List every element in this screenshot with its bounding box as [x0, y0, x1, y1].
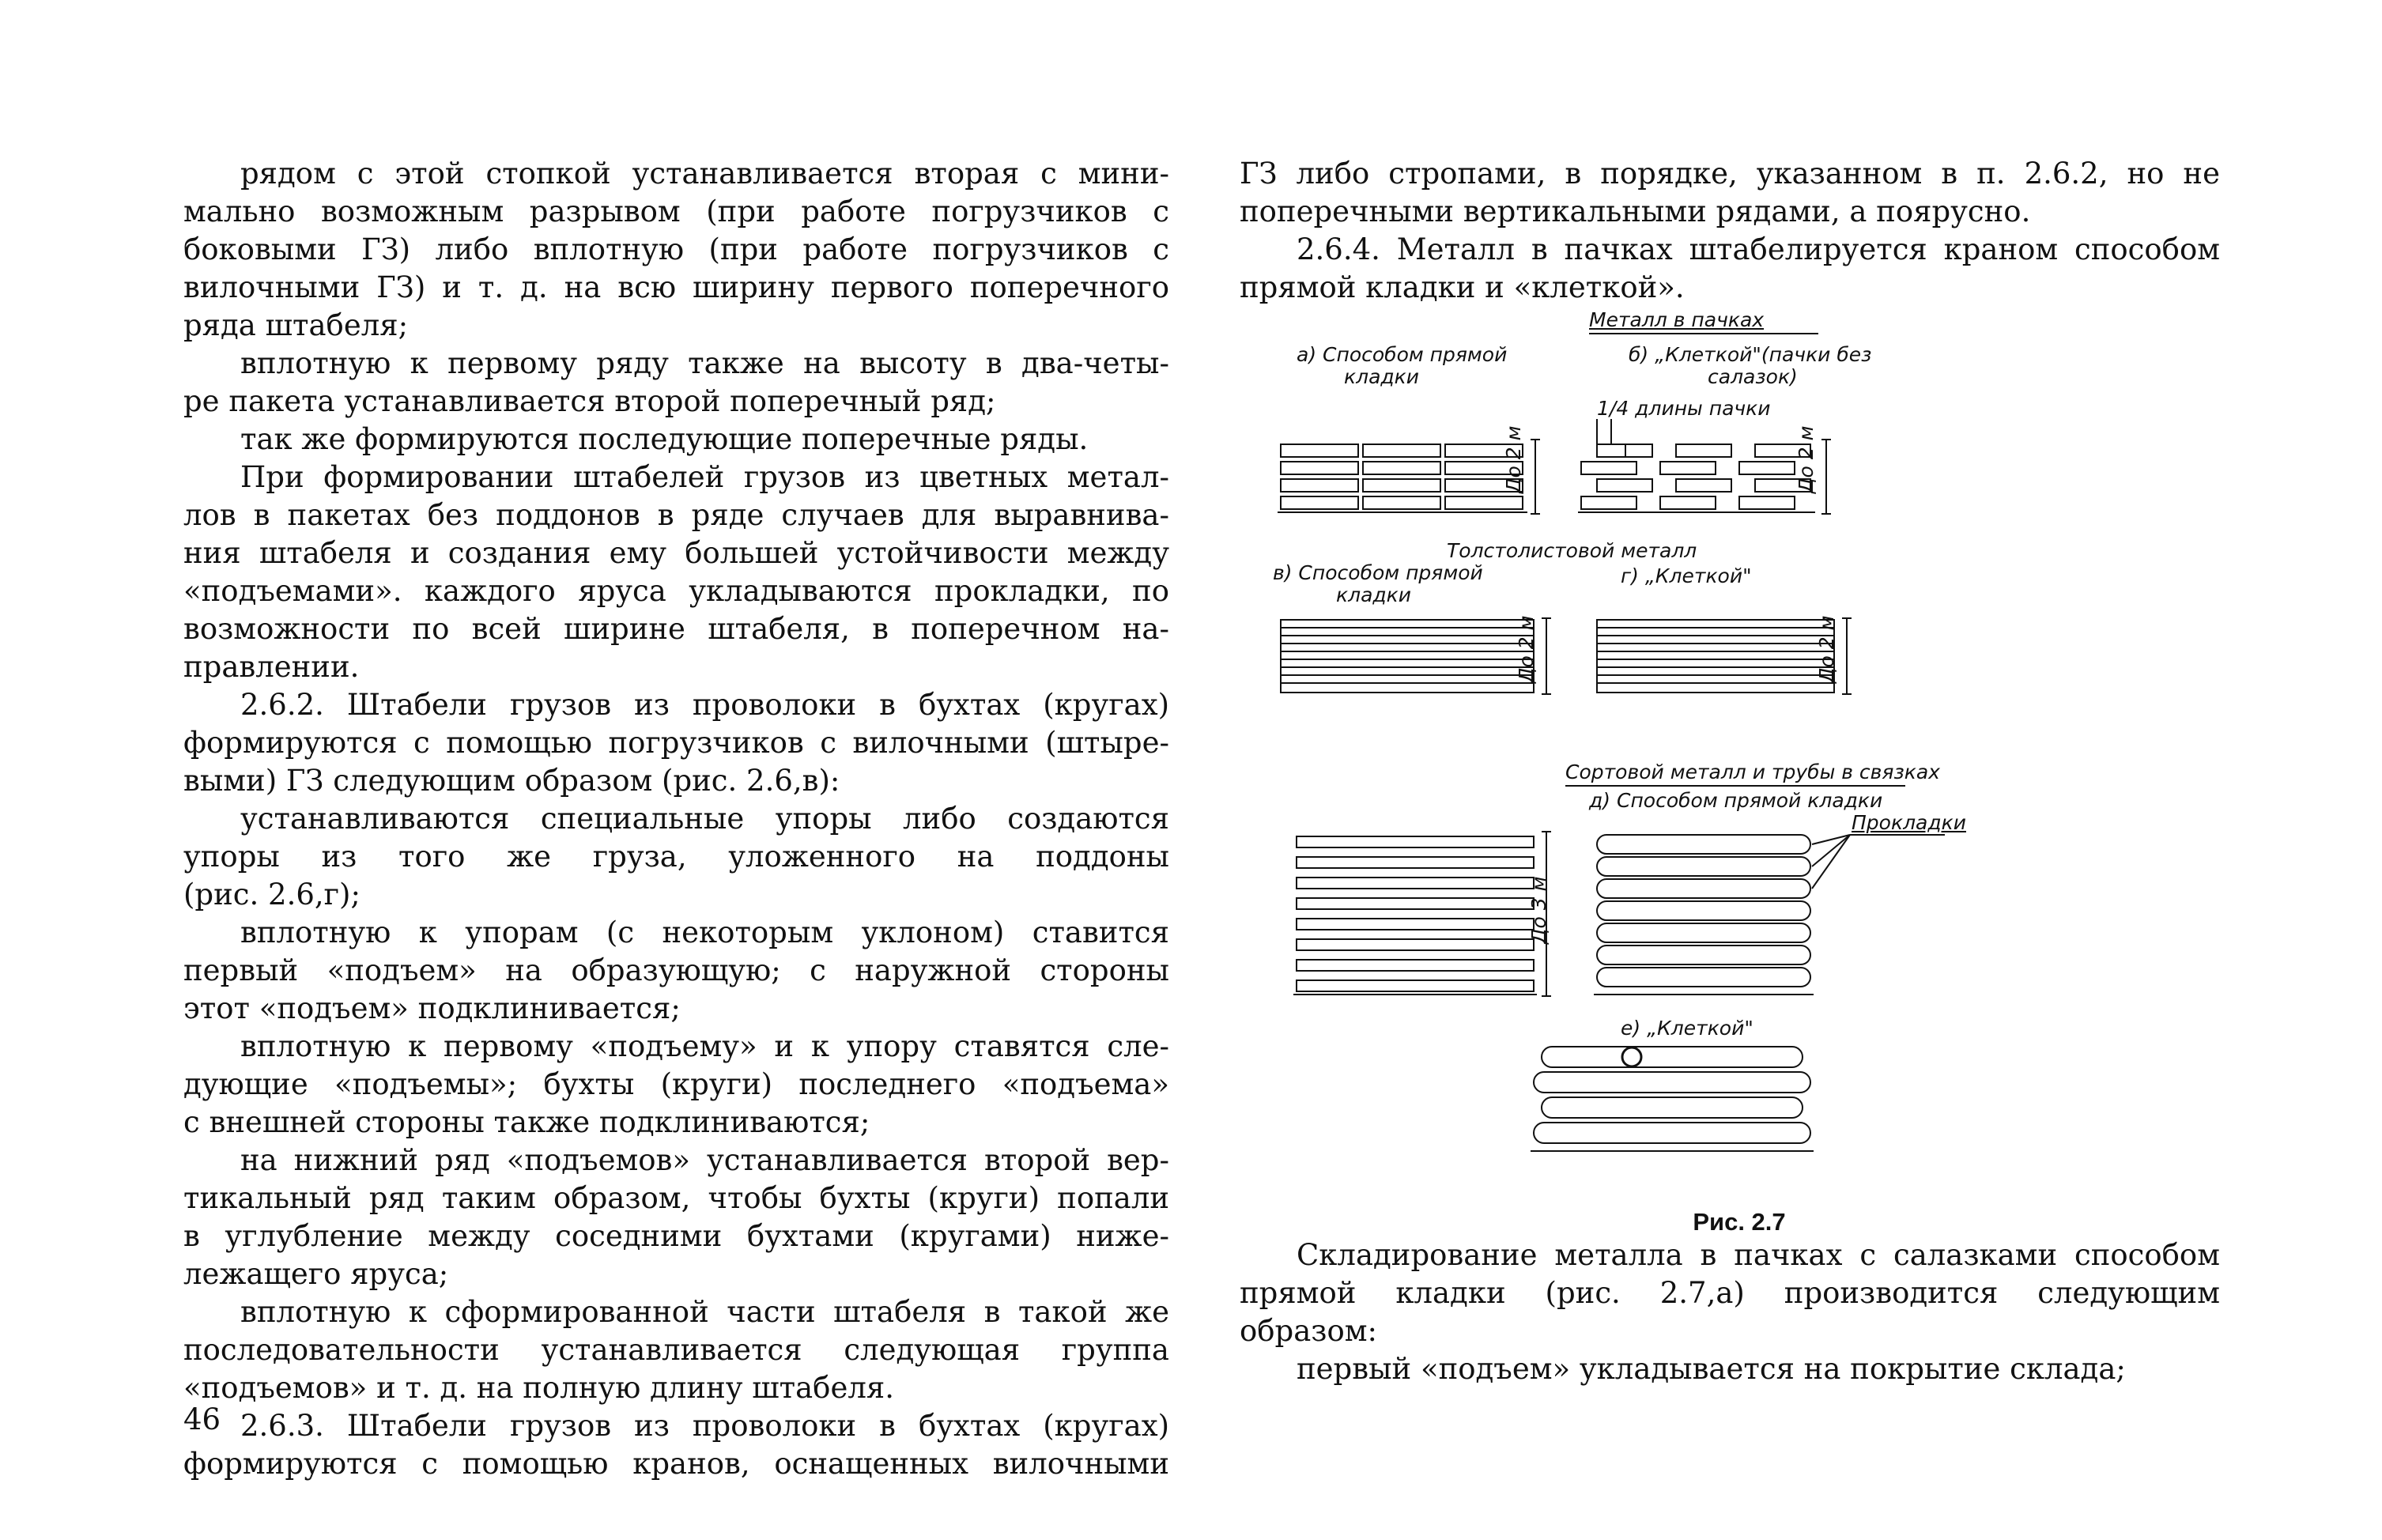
text-line: формируются с помощью погрузчиков с вилочными (штыре- [183, 726, 1169, 760]
text-line: прямой кладки (рис. 2.7,а) производится следующим [1240, 1276, 2220, 1310]
text-line: поперечными вертикальными рядами, а поярусно. [1240, 194, 2031, 228]
right-text-column-bottom [1240, 1236, 2220, 1388]
fig-label-e: е) „Клеткой" [1621, 1017, 1753, 1040]
fig-label-b2: салазок) [1708, 365, 1798, 388]
text-line: последовательности устанавливается следующая группа [183, 1333, 1169, 1367]
text-line: рядом с этой стопкой устанавливается вторая с мини- [240, 157, 1169, 191]
text-line: 2.6.2. Штабели грузов из проволоки в бухтах (кругах) [240, 688, 1169, 722]
text-line: лежащего яруса; [183, 1257, 449, 1291]
text-line: образом: [1240, 1314, 1377, 1348]
fig-label-d: д) Способом прямой кладки [1589, 789, 1883, 812]
text-line: тикальный ряд таким образом, чтобы бухты (круги) попали [183, 1181, 1169, 1215]
figure-drawing [1249, 304, 2229, 1213]
text-line: ряда штабеля; [183, 308, 409, 342]
fig-title-plates: Толстолистовой металл [1447, 539, 1697, 562]
text-line: ре пакета устанавливается второй поперечный ряд; [183, 384, 996, 418]
text-line: дующие «подъемы»; бухты (круги) последнего «подъема» [183, 1067, 1169, 1101]
text-line: в углубление между соседними бухтами (кругами) ниже- [183, 1219, 1169, 1253]
text-line: первый «подъем» укладывается на покрытие склада; [1297, 1352, 2126, 1386]
text-line: При формировании штабелей грузов из цветных метал- [240, 460, 1169, 494]
fig-title-sections: Сортовой металл и трубы в связках [1565, 761, 1940, 783]
text-line: выми) ГЗ следующим образом (рис. 2.6,в): [183, 764, 840, 798]
drawing-d-bundles [1293, 832, 1551, 996]
page-number: 46 [183, 1402, 221, 1436]
text-line: устанавливаются специальные упоры либо создаются [240, 802, 1169, 836]
text-line: мально возможным разрывом (при работе погрузчиков с [183, 194, 1169, 228]
left-text-column [183, 155, 1169, 1483]
figure-2-7 [1249, 304, 2229, 1236]
text-line: вплотную к упорам (с некоторым уклоном) ставится [240, 915, 1169, 949]
right-text-column-top [1240, 155, 2220, 307]
text-line: возможности по всей ширине штабеля, в поперечном на- [183, 612, 1169, 646]
text-line: (рис. 2.6,г); [183, 878, 361, 912]
text-line: упоры из того же груза, уложенного на поддоны [183, 840, 1169, 874]
fig-label-v: в) Способом прямой [1273, 561, 1483, 584]
fig-dim-2m-a: До 2 м [1502, 425, 1525, 493]
text-line: так же формируются последующие поперечные ряды. [240, 422, 1089, 456]
fig-label-g: г) „Клеткой" [1621, 564, 1752, 587]
text-line: ГЗ либо стропами, в порядке, указанном в п. 2.6.2, но не [1240, 157, 2220, 191]
text-line: «подъемами». каждого яруса укладываются прокладки, по [183, 574, 1169, 608]
text-line: на нижний ряд «подъемов» устанавливается второй вер- [240, 1143, 1169, 1177]
drawing-a-packs [1278, 440, 1540, 514]
fig-dim-3m: До 3 м [1527, 876, 1550, 944]
text-line: 2.6.3. Штабели грузов из проволоки в бухтах (кругах) [240, 1409, 1169, 1443]
text-line: с внешней стороны также подклиниваются; [183, 1105, 870, 1139]
fig-dim-2m-g: До 2 м [1815, 615, 1838, 683]
fig-label-b: б) „Клеткой"(пачки без [1629, 343, 1872, 366]
fig-title-packs: Металл в пачках [1589, 308, 1765, 331]
drawing-d-pipes [1594, 835, 1945, 995]
fig-dim-2m-b: До 2 м [1795, 425, 1818, 493]
fig-label-prokladki: Прокладки [1852, 811, 1966, 834]
text-line: формируются с помощью кранов, оснащенных вилочными [183, 1447, 1169, 1481]
text-line: вплотную к первому ряду также на высоту в два-четы- [240, 346, 1169, 380]
figure-caption: Рис. 2.7 [1693, 1208, 1786, 1236]
fig-dim-2m-v: До 2 м [1515, 615, 1538, 683]
text-line: прямой кладки и «клеткой». [1240, 270, 1685, 304]
text-line: Складирование металла в пачках с салазками способом [1297, 1238, 2220, 1272]
fig-label-a: а) Способом прямой [1297, 343, 1508, 366]
text-line: первый «подъем» на образующую; с наружной стороны [183, 953, 1169, 987]
text-line: 2.6.4. Металл в пачках штабелируется краном способом [1297, 232, 2220, 266]
text-line: правлении. [183, 650, 360, 684]
text-line: вплотную к первому «подъему» и к упору ставятся сле- [240, 1029, 1169, 1063]
drawing-g-plates [1597, 615, 1852, 694]
text-line: вплотную к сформированной части штабеля в такой же [240, 1295, 1169, 1329]
text-line: этот «подъем» подклинивается; [183, 991, 681, 1025]
drawing-e-cage [1531, 1047, 1814, 1151]
fig-label-v2: кладки [1336, 583, 1412, 606]
text-line: лов в пакетах без поддонов в ряде случаев для выравнива- [183, 498, 1169, 532]
drawing-b-cage [1578, 419, 1831, 514]
text-line: «подъемов» и т. д. на полную длину штабеля. [183, 1371, 894, 1405]
drawing-v-plates [1281, 615, 1551, 694]
text-line: боковыми ГЗ) либо вплотную (при работе погрузчиков с [183, 232, 1169, 266]
text-line: ния штабеля и создания ему большей устойчивости между [183, 536, 1169, 570]
text-line: вилочными ГЗ) и т. д. на всю ширину первого поперечного [183, 270, 1169, 304]
fig-quarter-length: 1/4 длины пачки [1597, 397, 1771, 420]
fig-label-a2: кладки [1344, 365, 1420, 388]
